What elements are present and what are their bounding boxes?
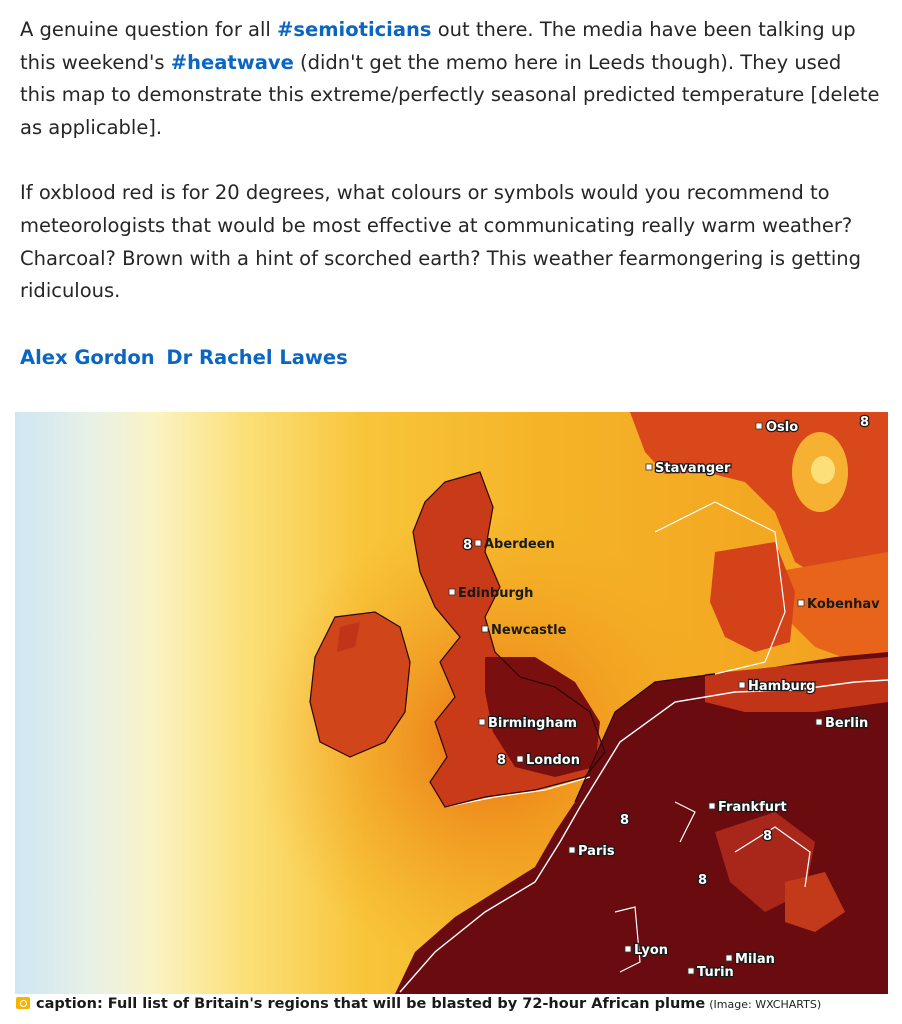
image-credit: (Image: WXCHARTS) bbox=[709, 998, 822, 1011]
contour-label: 8 bbox=[620, 813, 630, 828]
city-name: Lyon bbox=[634, 943, 669, 958]
contour-label: 8 bbox=[860, 415, 870, 430]
city-label-kobenhav bbox=[798, 597, 880, 612]
city-label-stavanger bbox=[646, 461, 731, 476]
image-caption bbox=[16, 996, 896, 1020]
contour-label: 8 bbox=[497, 753, 507, 768]
post-text: (didn't get the memo here in Leeds though). They used this map to demonstrate this extreme/perfectly seasonal predicted temperature [delete as applicable]. bbox=[20, 50, 880, 139]
city-name: Stavanger bbox=[655, 461, 731, 476]
post-text: out there. The media have been talking up this weekend's bbox=[20, 18, 856, 74]
hashtag-heatwave[interactable]: #heatwave bbox=[170, 50, 294, 74]
hashtag-semioticians[interactable]: #semioticians bbox=[277, 18, 432, 41]
mentions bbox=[20, 342, 880, 375]
city-label-hamburg bbox=[739, 679, 815, 694]
contour-label: 8 bbox=[463, 538, 473, 553]
city-label-aberdeen bbox=[475, 537, 555, 552]
city-name: Oslo bbox=[766, 420, 799, 435]
caption-text: caption: Full list of Britain's regions that will be blasted by 72-hour African plume bbox=[36, 996, 706, 1012]
city-name: Milan bbox=[735, 952, 775, 967]
city-name: Berlin bbox=[825, 716, 869, 731]
city-name: Turin bbox=[697, 965, 734, 980]
city-label-frankfurt bbox=[709, 800, 787, 815]
post-text: A genuine question for all bbox=[20, 18, 278, 41]
norway-cool-core bbox=[811, 456, 835, 484]
post-paragraph-1 bbox=[20, 14, 880, 144]
city-name: Edinburgh bbox=[458, 586, 534, 601]
city-name: Birmingham bbox=[488, 716, 577, 731]
city-name: Aberdeen bbox=[484, 537, 555, 552]
city-label-birmingham bbox=[479, 716, 577, 731]
city-name: Paris bbox=[578, 844, 615, 859]
contour-label: 8 bbox=[698, 873, 708, 888]
city-name: Kobenhav bbox=[807, 597, 880, 612]
contour-label: 8 bbox=[763, 829, 773, 844]
mention-alex-gordon[interactable]: Alex Gordon bbox=[20, 345, 155, 369]
post-paragraph-2: If oxblood red is for 20 degrees, what colours or symbols would you recommend to meteorologists that would be most effective at communicating really warm weather? Charcoal? Brown with a hint of scorched earth? This weather fearmongering is getting ridiculous. bbox=[20, 181, 862, 303]
city-name: Newcastle bbox=[491, 623, 567, 638]
weather-map[interactable] bbox=[15, 412, 888, 994]
post-body bbox=[20, 14, 880, 374]
city-label-edinburgh bbox=[449, 586, 533, 601]
city-name: Hamburg bbox=[748, 679, 816, 694]
city-name: Frankfurt bbox=[718, 800, 787, 815]
camera-icon bbox=[16, 997, 30, 1009]
mention-rachel-lawes[interactable]: Dr Rachel Lawes bbox=[166, 345, 348, 369]
city-label-newcastle bbox=[482, 623, 567, 638]
city-label-london bbox=[517, 753, 580, 768]
city-name: London bbox=[526, 753, 580, 768]
